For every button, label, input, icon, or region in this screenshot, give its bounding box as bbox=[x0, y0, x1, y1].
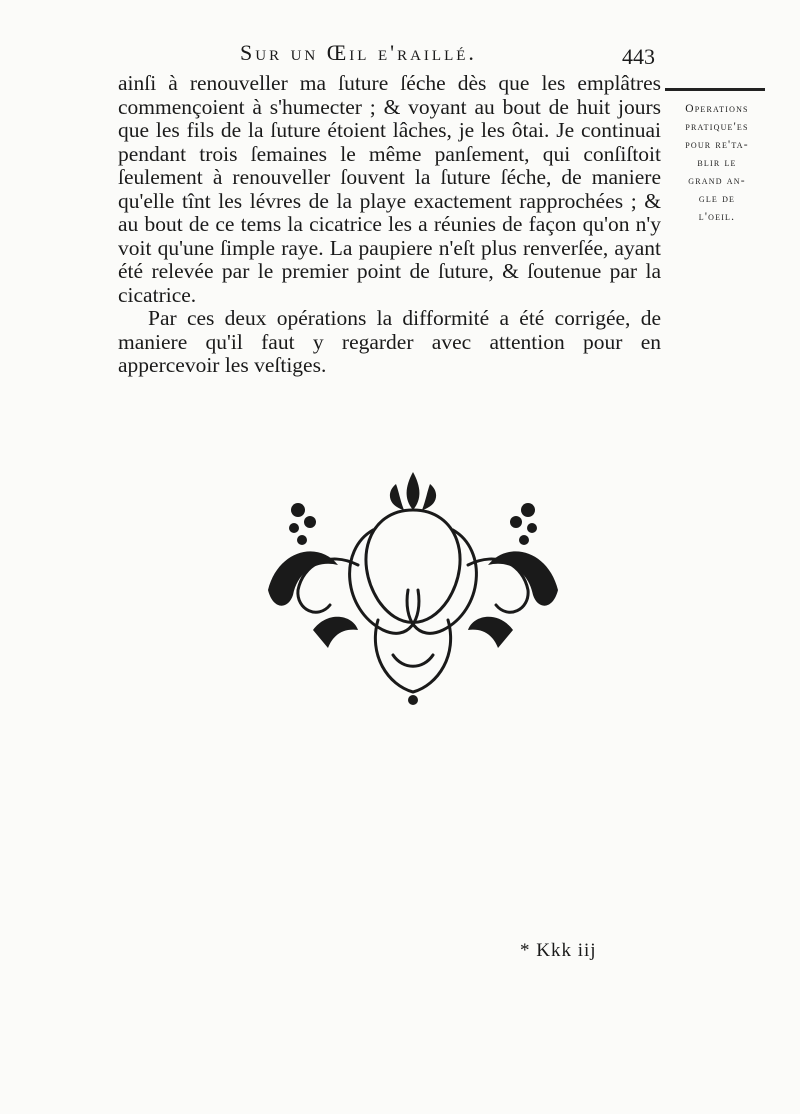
margin-note-line: gle de bbox=[698, 193, 736, 205]
signature-mark: * Kkk iij bbox=[520, 940, 597, 961]
margin-note-line: blir le bbox=[697, 157, 737, 169]
cul-de-lampe-ornament bbox=[258, 470, 568, 710]
margin-note-line: l'oeil. bbox=[698, 211, 736, 223]
margin-note-line: Operations bbox=[685, 103, 749, 115]
paragraph-2: Par ces deux opérations la difformité a été corrigée, de maniere qu'il faut y regarder avec attention pour en appercevoir les veſtiges. bbox=[118, 306, 661, 377]
main-text bbox=[118, 72, 661, 378]
margin-note-line: grand an- bbox=[688, 175, 746, 187]
page-number: 443 bbox=[622, 44, 655, 69]
running-title: Sur un Œil e'raillé. bbox=[240, 40, 477, 65]
margin-rule bbox=[665, 88, 765, 91]
margin-note-line: pour re'ta- bbox=[685, 139, 749, 151]
margin-note-line: pratique'es bbox=[685, 121, 749, 133]
paragraph-1: ainſi à renouveller ma ſuture ſéche dès que les emplâtres commençoient à s'humecter ; & voyant au bout de huit jours que les fils de la ſuture étoient lâches, je les ôtai. Je continuai pendant trois ſemaines le même panſement, qui conſiſtoit ſeulement à renouveller ſouvent la ſuture ſéche, de maniere qu'elle tînt les lévres de la playe exactement rapprochées ; & au bout de ce tems la cicatrice les a réunies de façon qu'on n'y voit qu'une ſimple raye. La paupiere n'eſt plus renverſée, ayant été relevée par le premier point de ſuture, & ſoutenue par la cicatrice. bbox=[118, 71, 661, 307]
margin-note bbox=[667, 100, 767, 226]
